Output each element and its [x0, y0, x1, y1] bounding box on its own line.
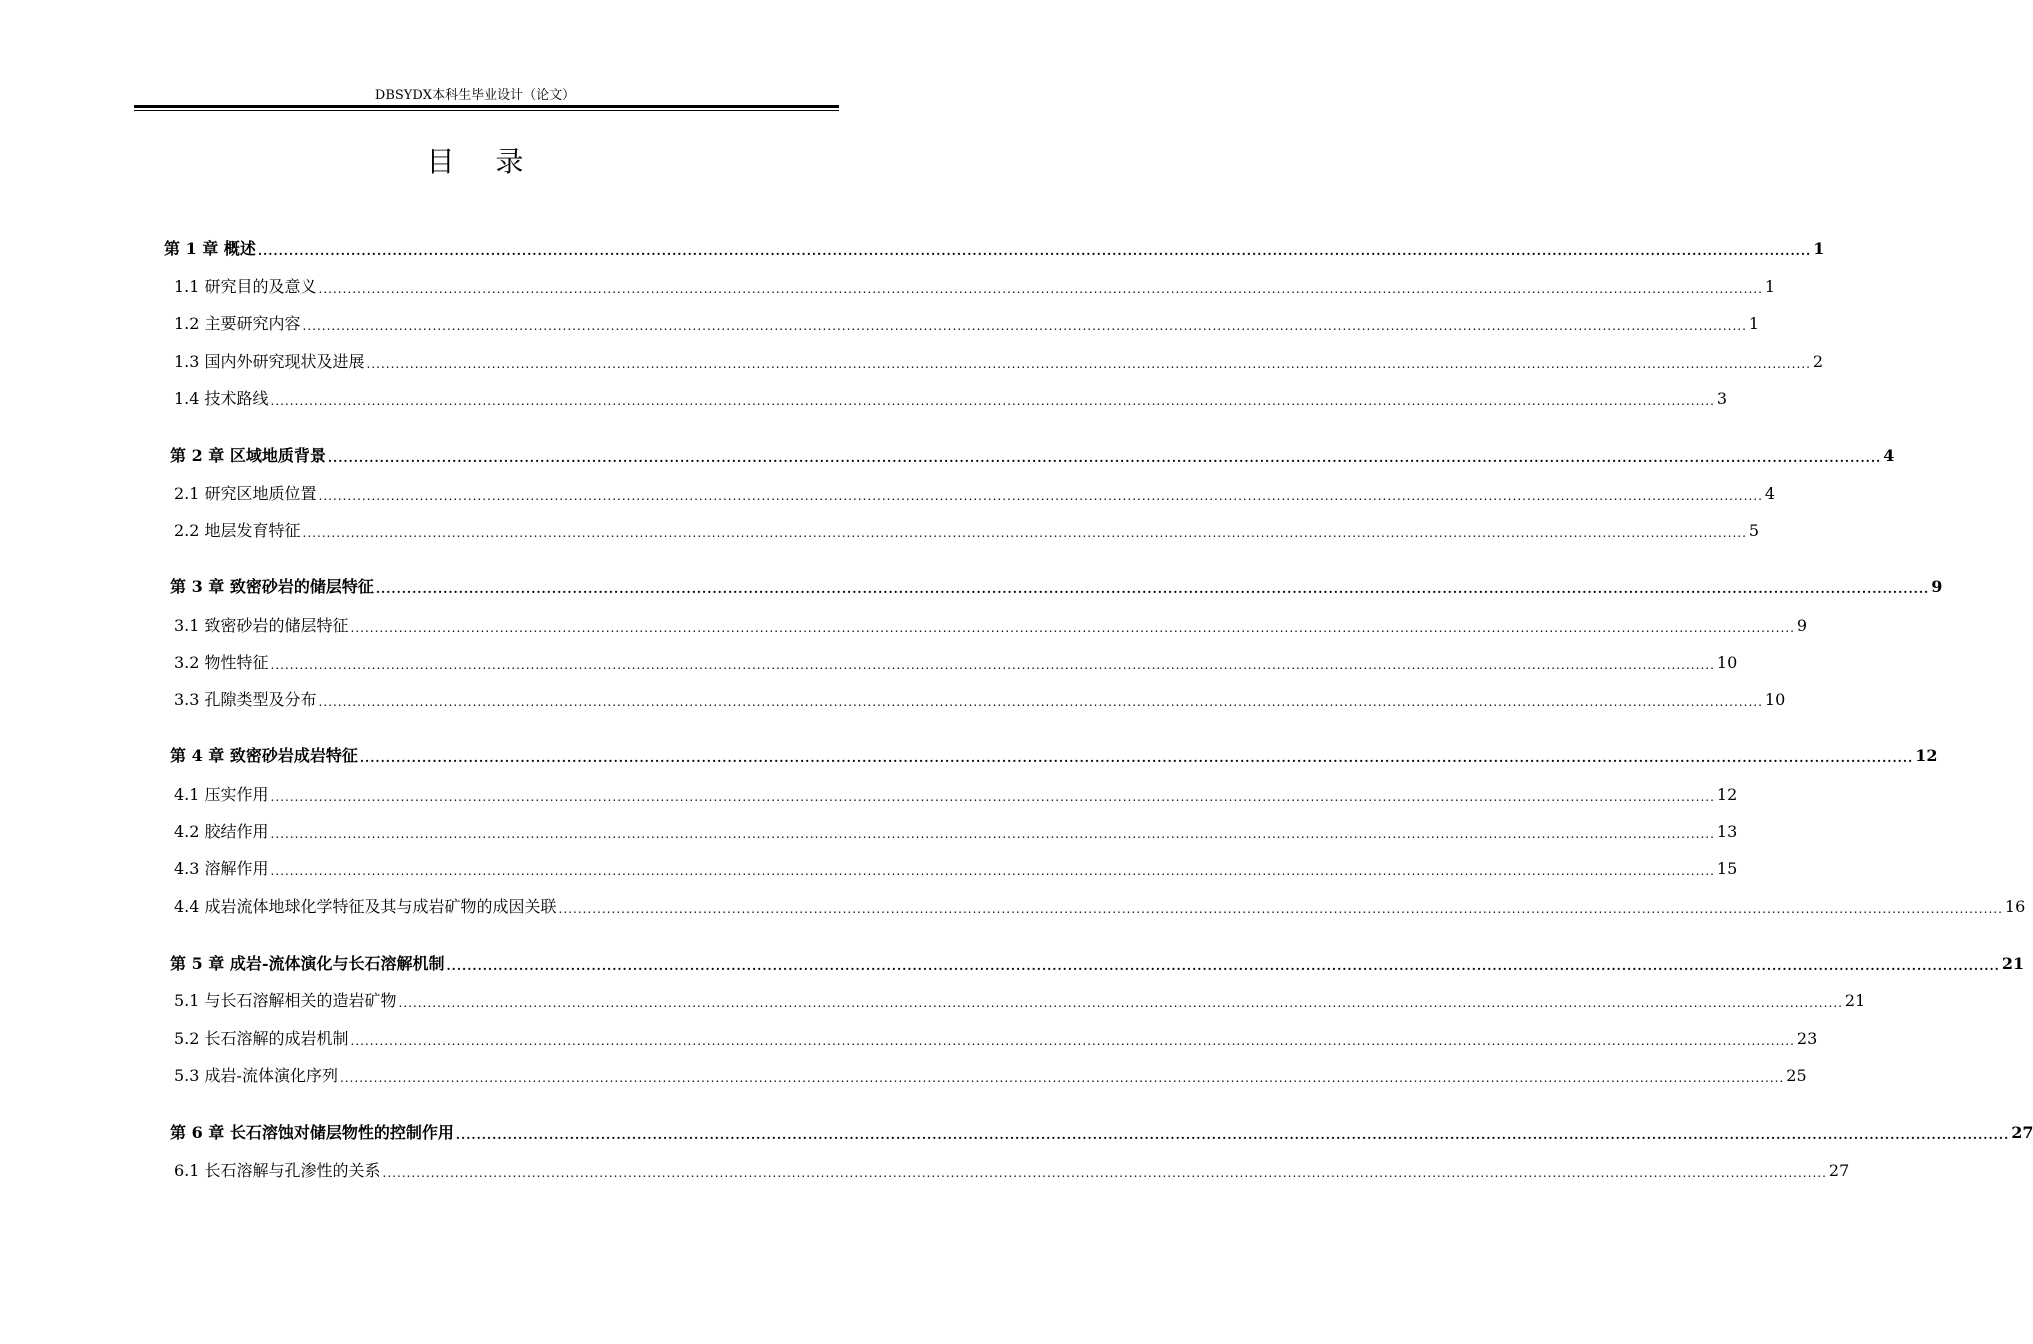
toc-dot-leader: ............................................................................................................................................................................................................................................................................................................ — [339, 1071, 1785, 1085]
toc-dot-leader: ............................................................................................................................................................................................................................................................................................................ — [350, 621, 1795, 635]
toc-dot-leader: ............................................................................................................................................................................................................................................................................................................ — [359, 751, 1914, 765]
toc-dot-leader: ............................................................................................................................................................................................................................................................................................................ — [446, 959, 2000, 973]
toc-entry-page: 12 — [1915, 746, 1938, 765]
toc-entry-label: 第 5 章 成岩-流体演化与长石溶解机制 — [170, 954, 445, 973]
toc-section-entry[interactable] — [174, 615, 1808, 637]
toc-entry-label: 5.2 长石溶解的成岩机制 — [174, 1029, 349, 1048]
toc-dot-leader: ............................................................................................................................................................................................................................................................................................................ — [350, 1034, 1795, 1048]
toc-section-entry[interactable] — [174, 1065, 1807, 1087]
toc-dot-leader: ............................................................................................................................................................................................................................................................................................................ — [318, 282, 1763, 296]
toc-entry-label: 3.3 孔隙类型及分布 — [174, 690, 317, 709]
toc-chapter-entry[interactable] — [170, 576, 1943, 598]
toc-entry-page: 23 — [1796, 1029, 1818, 1048]
toc-entry-label: 第 6 章 长石溶蚀对储层物性的控制作用 — [170, 1123, 454, 1142]
toc-entry-label: 1.2 主要研究内容 — [174, 314, 301, 333]
toc-entry-page: 9 — [1796, 616, 1808, 635]
toc-section-entry[interactable] — [174, 313, 1760, 335]
toc-entry-page: 1 — [1764, 277, 1776, 296]
toc-section-entry[interactable] — [174, 520, 1760, 542]
toc-dot-leader: ............................................................................................................................................................................................................................................................................................................ — [302, 526, 1747, 540]
toc-entry-page: 4 — [1883, 446, 1895, 465]
header-text: DBSYDX本科生毕业设计（论文） — [374, 88, 576, 103]
toc-section-entry[interactable] — [174, 1028, 1818, 1050]
toc-dot-leader: ............................................................................................................................................................................................................................................................................................................ — [270, 658, 1715, 672]
toc-section-entry[interactable] — [174, 689, 1786, 711]
toc-dot-leader: ............................................................................................................................................................................................................................................................................................................ — [327, 451, 1882, 465]
toc-entry-label: 4.3 溶解作用 — [174, 859, 269, 878]
toc-section-entry[interactable] — [174, 821, 1738, 843]
toc-entry-label: 第 1 章 概述 — [164, 239, 256, 258]
toc-entry-label: 1.3 国内外研究现状及进展 — [174, 352, 365, 371]
toc-entry-label: 5.3 成岩-流体演化序列 — [174, 1066, 338, 1085]
toc-dot-leader: ............................................................................................................................................................................................................................................................................................................ — [558, 902, 2003, 916]
toc-chapter-entry[interactable] — [170, 445, 1895, 467]
toc-entry-page: 5 — [1748, 521, 1760, 540]
toc-chapter-entry[interactable] — [170, 1122, 2033, 1144]
toc-dot-leader: ............................................................................................................................................................................................................................................................................................................ — [302, 319, 1747, 333]
toc-chapter-entry[interactable] — [170, 745, 1938, 767]
toc-entry-label: 第 3 章 致密砂岩的储层特征 — [170, 577, 374, 596]
toc-entry-page: 27 — [1828, 1161, 1850, 1180]
toc-section-entry[interactable] — [174, 896, 2026, 918]
toc-dot-leader: ............................................................................................................................................................................................................................................................................................................ — [270, 394, 1715, 408]
toc-entry-page: 4 — [1764, 484, 1776, 503]
toc-dot-leader: ............................................................................................................................................................................................................................................................................................................ — [366, 357, 1811, 371]
toc-entry-page: 21 — [2001, 954, 2025, 973]
toc-dot-leader: ............................................................................................................................................................................................................................................................................................................ — [318, 695, 1763, 709]
toc-entry-page: 16 — [2004, 897, 2026, 916]
toc-dot-leader: ............................................................................................................................................................................................................................................................................................................ — [318, 489, 1763, 503]
toc-section-entry[interactable] — [174, 652, 1738, 674]
toc-dot-leader: ............................................................................................................................................................................................................................................................................................................ — [375, 582, 1930, 596]
toc-entry-page: 1 — [1813, 239, 1825, 258]
toc-section-entry[interactable] — [174, 1160, 1850, 1182]
toc-entry-page: 9 — [1931, 577, 1943, 596]
toc-section-entry[interactable] — [174, 483, 1776, 505]
toc-entry-page: 3 — [1716, 389, 1728, 408]
toc-dot-leader: ............................................................................................................................................................................................................................................................................................................ — [270, 790, 1715, 804]
toc-dot-leader: ............................................................................................................................................................................................................................................................................................................ — [270, 864, 1715, 878]
toc-dot-leader: ............................................................................................................................................................................................................................................................................................................ — [270, 827, 1715, 841]
toc-entry-page: 15 — [1716, 859, 1738, 878]
toc-dot-leader: ............................................................................................................................................................................................................................................................................................................ — [398, 996, 1843, 1010]
toc-section-entry[interactable] — [174, 351, 1824, 373]
toc-section-entry[interactable] — [174, 784, 1738, 806]
toc-entry-page: 13 — [1716, 822, 1738, 841]
toc-entry-label: 3.1 致密砂岩的储层特征 — [174, 616, 349, 635]
toc-entry-label: 4.2 胶结作用 — [174, 822, 269, 841]
toc-entry-label: 2.2 地层发育特征 — [174, 521, 301, 540]
toc-entry-label: 1.4 技术路线 — [174, 389, 269, 408]
toc-section-entry[interactable] — [174, 388, 1728, 410]
toc-entry-label: 4.4 成岩流体地球化学特征及其与成岩矿物的成因关联 — [174, 897, 557, 916]
toc-chapter-entry[interactable] — [170, 953, 2025, 975]
toc-section-entry[interactable] — [174, 990, 1866, 1012]
toc-entry-page: 21 — [1844, 991, 1866, 1010]
toc-entry-label: 2.1 研究区地质位置 — [174, 484, 317, 503]
toc-entry-page: 27 — [2011, 1123, 2033, 1142]
toc-chapter-entry[interactable] — [164, 238, 1825, 260]
toc-section-entry[interactable] — [174, 276, 1776, 298]
toc-entry-label: 6.1 长石溶解与孔渗性的关系 — [174, 1161, 381, 1180]
toc-entry-page: 1 — [1748, 314, 1760, 333]
toc-entry-page: 10 — [1764, 690, 1786, 709]
toc-entry-page: 25 — [1786, 1066, 1807, 1085]
toc-entry-label: 1.1 研究目的及意义 — [174, 277, 317, 296]
toc-entry-label: 第 2 章 区域地质背景 — [170, 446, 326, 465]
toc-title: 目 录 — [426, 145, 540, 178]
toc-dot-leader: ............................................................................................................................................................................................................................................................................................................ — [382, 1166, 1827, 1180]
toc-entry-page: 10 — [1716, 653, 1738, 672]
toc-entry-label: 第 4 章 致密砂岩成岩特征 — [170, 746, 358, 765]
toc-entry-label: 3.2 物性特征 — [174, 653, 269, 672]
toc-dot-leader: ............................................................................................................................................................................................................................................................................................................ — [257, 244, 1812, 258]
toc-entry-label: 4.1 压实作用 — [174, 785, 269, 804]
toc-entry-page: 2 — [1812, 352, 1824, 371]
toc-section-entry[interactable] — [174, 858, 1738, 880]
toc-dot-leader: ............................................................................................................................................................................................................................................................................................................ — [455, 1128, 2010, 1142]
toc-entry-label: 5.1 与长石溶解相关的造岩矿物 — [174, 991, 397, 1010]
toc-entry-page: 12 — [1716, 785, 1738, 804]
